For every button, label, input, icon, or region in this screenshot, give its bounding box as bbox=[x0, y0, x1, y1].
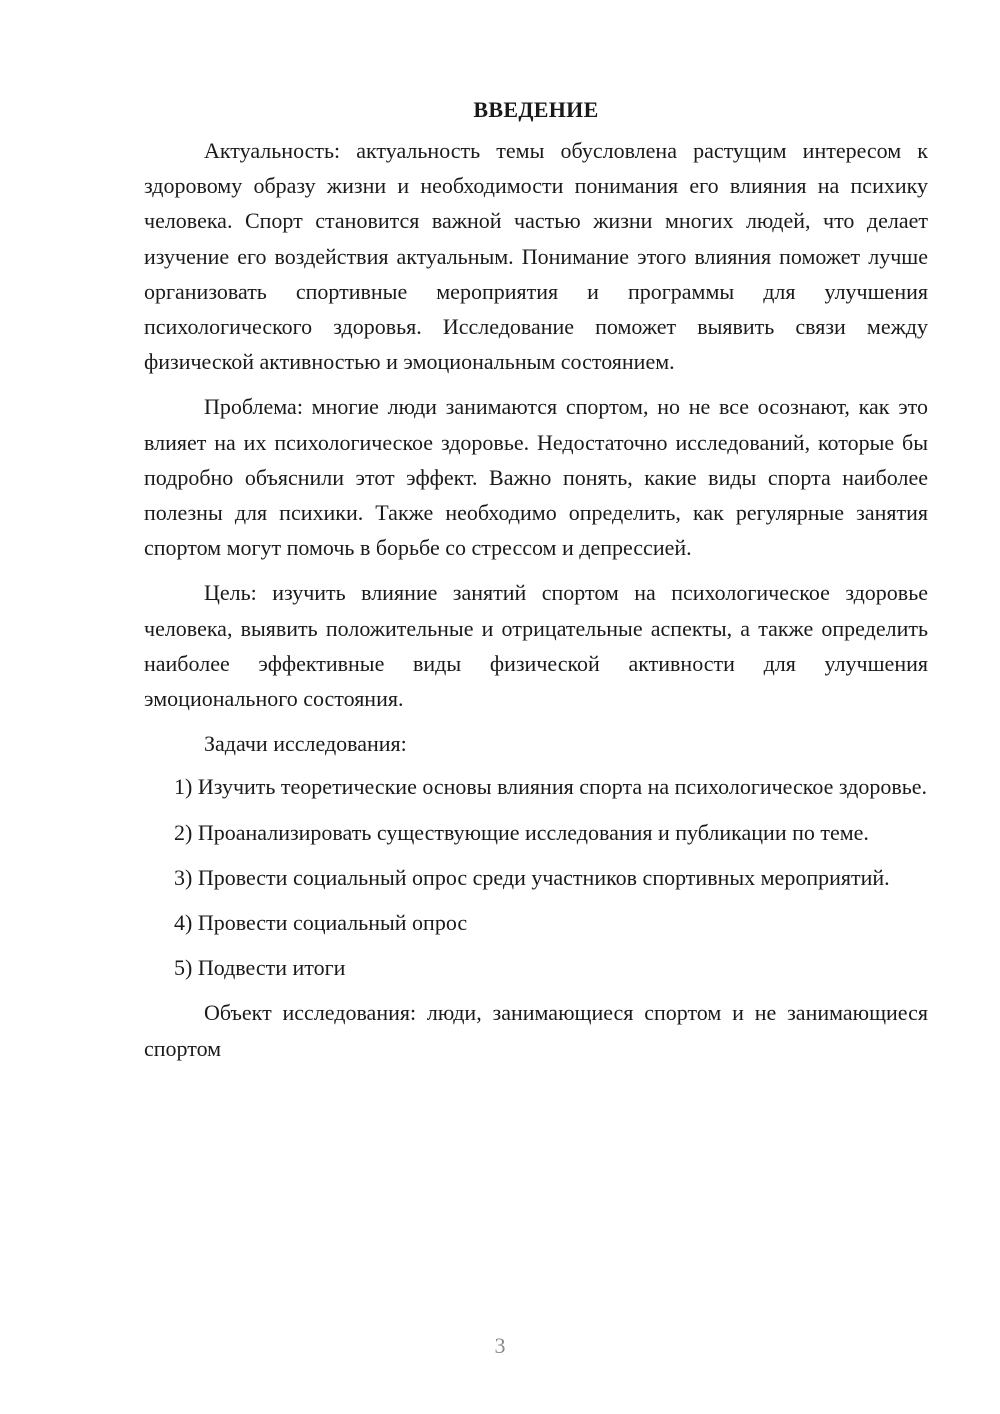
document-page bbox=[144, 95, 928, 1076]
task-item-2: 2) Проанализировать существующие исследования и публикации по теме. bbox=[174, 819, 869, 845]
paragraph-problem: Проблема: многие люди занимаются спортом, но не все осознают, как это влияет на их психологическое здоровье. Недостаточно исследований, которые бы подробно объяснили этот эффект. Важно понять, какие виды спорта наиболее полезны для психики. Также необходимо определить, как регулярные занятия спортом могут помочь в борьбе со стрессом и депрессией. bbox=[144, 394, 928, 561]
paragraph-object: Объект исследования: люди, занимающиеся спортом и не занимающиеся спортом bbox=[144, 1000, 928, 1061]
task-item-5: 5) Подвести итоги bbox=[174, 955, 346, 981]
paragraph-relevance: Актуальность: актуальность темы обусловлена растущим интересом к здоровому образу жизни и необходимости понимания его влияния на психику человека. Спорт становится важной частью жизни многих людей, что делает изучение его воздействия актуальным. Понимание этого влияния поможет лучше организовать спортивные мероприятия и программы для улучшения психологического здоровья. Исследование поможет выявить связи между физической активностью и эмоциональным состоянием. bbox=[144, 138, 928, 375]
paragraph-goal: Цель: изучить влияние занятий спортом на психологическое здоровье человека, выявить положительные и отрицательные аспекты, а также определить наиболее эффективные виды физической активности для улучшения эмоционального состояния. bbox=[144, 580, 928, 712]
tasks-heading: Задачи исследования: bbox=[204, 731, 407, 757]
section-title: ВВЕДЕНИЕ bbox=[473, 97, 599, 122]
task-item-3: 3) Провести социальный опрос среди участников спортивных мероприятий. bbox=[174, 864, 890, 890]
page-number: 3 bbox=[494, 1333, 506, 1358]
task-item-1: 1) Изучить теоретические основы влияния спорта на психологическое здоровье. bbox=[174, 774, 928, 800]
task-item-4: 4) Провести социальный опрос bbox=[174, 910, 468, 936]
